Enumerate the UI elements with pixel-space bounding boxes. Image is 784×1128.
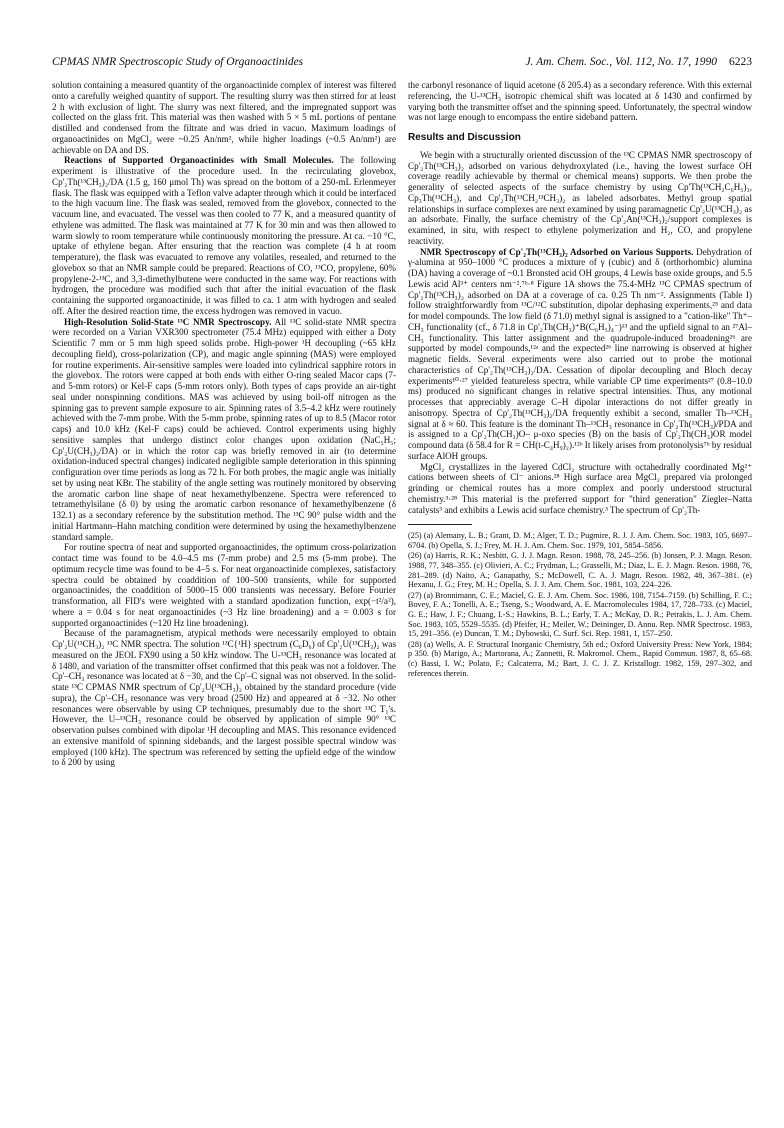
paragraph: solution containing a measured quantity of the organoactinide complex of interest was filtered onto a carefully weighed quantity of support. The resulting slurry was then stirred for at least 2 h with exclusion of light. The slurry was next filtered, and the impregnated support was collected on the glass frit. This material was then washed with 5 × 5 mL portions of pentane distilled and condensed from the filtrate and was dried in vacuo. Maximum loadings of organoactinides on MgCl₂ were ~0.25 An/nm², while higher loadings (~0.5 An/nm²) are achievable on DA and DS.	[52, 80, 396, 155]
paragraph	[52, 155, 396, 316]
paragraph	[408, 247, 752, 462]
run-in-heading: Reactions of Supported Organoactinides with Small Molecules.	[64, 155, 334, 166]
paragraph-body: The following experiment is illustrative of the procedure used. In the recirculating glovebox, Cp'₂Th(¹³CH₃)₂/DA (1.5 g, 160 μmol Th) was spread on the bottom of a 250-mL Erlenmeyer flask. The flask was equipped with a Teflon valve adapter through which it could be interfaced to the high vacuum line. The flask was sealed, removed from the glovebox, connected to the vacuum line, and evacuated. The vessel was then cooled to 77 K, and a measured quantity of ethylene was admitted. The flask was maintained at 77 K for 30 min and was then allowed to warm slowly to room temperature while continuously monitoring the pressure. At ca. −10 °C, uptake of ethylene began. After ensuring that the reaction was complete (4 h at room temperature), the flask was evacuated to remove any volatiles, resealed, and returned to the glovebox so that an NMR sample could be prepared. Reactions of CO, ¹³CO, propylene, 60% propylene-2-¹³C, and 3,3-dimethylbutene were conducted in the same way. For reactions with hydrogen, the procedure was modified such that after the initial evacuation of the flask containing the supported organoactinide, it was filled to ca. 1 atm with hydrogen and sealed off. After the desired reaction time, the excess hydrogen was removed in vacuo.	[52, 155, 396, 316]
paragraph	[52, 317, 396, 543]
page-header	[52, 56, 752, 72]
reference-item: (25) (a) Alemany, L. B.; Grant, D. M.; Alger, T. D.; Pugmire, R. J. J. Am. Chem. Soc. 1983, 105, 6697–6704. (b) Opella, S. J.; Frey, M. H. J. Am. Chem. Soc. 1979, 101, 5854–5856.	[408, 531, 752, 550]
paragraph-body: Dehydration of γ-alumina at 950–1000 °C produces a mixture of γ (cubic) and δ (orthorhombic) alumina (DA) having a coverage of ~0.1 Bronsted acid OH groups, 4 Lewis base oxide groups, and 5.5 Lewis acid Al³⁺ centers nm⁻².⁷ᵇ·⁸ Figure 1A shows the 75.4-MHz ¹³C CPMAS spectrum of Cp'₂Th(¹³CH₃)₂ adsorbed on DA at a coverage of ca. 0.25 Th nm⁻². Assignments (Table I) follow straightforwardly from ¹³C/¹²C substitution, dipolar dephasing experiments,²⁵ and data for model compounds. The low field (δ 71.0) methyl signal is assigned to a "cation-like" Th⁺–CH₃ functionality (cf., δ 71.8 in Cp'₂Th(CH₃)⁺B(C₆H₅)₄⁻)¹³ and the upfield signal to an ²⁷Al–CH₃ functionality. This latter assignment and the quadrupole-induced broadening²⁶ are supported by model compounds,¹²ᵃ and the expected²⁶ line narrowing is observed at higher magnetic fields. Several experiments were also carried out to probe the motional characteristics of Cp'₂Th(¹³CH₃)₂/DA. Cessation of dipolar decoupling and Bloch decay experiments¹⁰·²⁷ yielded featureless spectra, while variable CP time experiments²⁷ (0.8–10.0 ms) produced no significant changes in relative spectral intensities. Thus, any motional processes that appreciably average C–H dipolar interactions do not differ greatly in anisotropy. Spectra of Cp'₂Th(¹³CH₃)₂/DA frequently exhibit a second, smaller Th–¹³CH₃ signal at δ ≈ 60. This feature is the dominant Th–¹³CH₃ resonance in Cp'₂Th(¹³CH₃)/PDA and is assigned to a Cp'₂Th(CH₃)O– μ-oxo species (B) on the basis of Cp'₂Th(CH₃)OR model compound data (δ 58.4 for R = CH(t-C₄H₉)₂).¹²ᵇ It likely arises from protonolysis⁷ᵇ by residual surface AlOH groups.	[408, 246, 752, 461]
paragraph: Because of the paramagnetism, atypical methods were necessarily employed to obtain Cp'₂U(¹³CH₃)₂ ¹³C NMR spectra. The solution ¹³C{¹H} spectrum (C₆D₆) of Cp'₂U(¹³CH₃)₂ was measured on the JEOL FX90 using a 50 kHz window. The U-¹³CH₃ resonance was located at δ 1480, and variation of the transmitter offset confirmed that this peak was not a foldover. The Cp'–CH₃ resonance was located at δ −30, and the Cp'–C signal was not observed. In the solid-state ¹³C CPMAS NMR spectrum of Cp'₂U(¹³CH₃)₂ obtained by the standard procedure (vide supra), the Cp'–CH₃ resonance was very broad (2500 Hz) and appeared at δ −32. No other resonances were observable by using CP techniques, presumably due to the short ¹³C T₁'s. However, the U–¹³CH₃ resonance could be observed by application of simple 90° ¹³C observation pulses combined with dipolar ¹H decoupling and MAS. This resonance evidenced an extensive manifold of spinning sidebands, and the largest possible spectral window was employed (100 kHz). The spectrum was referenced by setting the upfield edge of the window to δ 200 by using	[52, 628, 396, 768]
running-title: CPMAS NMR Spectroscopic Study of Organoactinides	[52, 56, 304, 68]
section-heading: Results and Discussion	[408, 132, 521, 143]
paragraph: We begin with a structurally oriented discussion of the ¹³C CPMAS NMR spectroscopy of Cp'₂Th(¹³CH₃)₂ adsorbed on various dehydroxylated (i.e., having the lowest surface OH coverage readily achievable by thermal or chemical means) supports. We then probe the generality of selected aspects of the surface chemistry by using Cp'Th(¹³CH₂C₆H₅)₃, Cp₃Th(¹³CH₃), and Cp'₂Th(¹³CH₂¹³CH₃)₂ as labeled adsorbates. Methyl group spatial relationships in surface complexes are next examined by using paramagnetic Cp'₂U(¹³CH₃)₂ as an adsorbate. Finally, the surface chemistry of the Cp'₂An(¹³CH₃)₂/support complexes is examined, in situ, with respect to ethylene polymerization and H₂, CO, and propylene reactivity.	[408, 149, 752, 246]
run-in-heading: High-Resolution Solid-State ¹³C NMR Spectroscopy.	[64, 316, 272, 327]
paragraph: MgCl₂ crystallizes in the layered CdCl₂ structure with octahedrally coordinated Mg²⁺ cations between sheets of Cl⁻ anions.²⁸ High surface area MgCl₂ prepared via prolonged grinding or chemical routes has a more complex and poorly understood structural chemistry.³·²⁸ This material is the preferred support for "third generation" Ziegler–Natta catalysts³ and exhibits a Lewis acid surface chemistry.³ The spectrum of Cp'₂Th-	[408, 461, 752, 515]
reference-item: (27) (a) Bronnimann, C. E.; Maciel, G. E. J. Am. Chem. Soc. 1986, 108, 7154–7159. (b) Schilling, F. C.; Bovey, F. A.; Tonelli, A. E.; Tseng, S.; Woodward, A. E. Macromolecules 1984, 17, 728–733. (c) Maciel, G. E.; Haw, J. F.; Chuang, I.-S.; Hawkins, B. L.; Early, T. A.; McKay, D. R.; Petrakis, L. J. Am. Chem. Soc. 1983, 105, 5529–5535. (d) Pfeifer, H.; Meiler, W.; Deininger, D. Annu. Rep. NMR Spectrosc. 1983, 15, 291–356. (e) Duncan, T. M.; Dybowski, C. Surf. Sci. Rep. 1981, 1, 157–250.	[408, 590, 752, 639]
footnote-divider	[408, 524, 472, 525]
run-in-heading: NMR Spectroscopy of Cp'₂Th(¹³CH₃)₂ Adsorbed on Various Supports.	[420, 246, 694, 257]
reference-item: (28) (a) Wells, A. F. Structural Inorganic Chemistry, 5th ed.; Oxford University Press: New York, 1984; p 350. (b) Marigo, A.; Martorana, A.; Zannetti, R. Makromol. Chem., Rapid Commun. 1987, 8, 65–68. (c) Bassi, I. W.; Polato, F.; Calcaterra, M.; Bart, J. C. J. Z. Kristallogr. 1982, 159, 297–302, and references therein.	[408, 639, 752, 678]
paragraph-body: All ¹³C solid-state NMR spectra were recorded on a Varian VXR300 spectrometer (75.4 MHz) equipped with either a Doty Scientific 7 mm or 5 mm high speed solids probe. High-power ¹H decoupling (~65 kHz decoupling field), cross-polarization (CP), and magic angle spinning (MAS) were employed for routine experiments. Air-sensitive samples were loaded into cylindrical sapphire rotors in the glovebox. The rotors were capped at both ends with either O-ring sealed Macor caps (7- and 5-mm rotors) or Kel-F caps (5-mm rotors only). Both types of caps provide an air-tight seal under nonspinning conditions. MAS was achieved by using boil-off nitrogen as the spinning gas to prevent sample exposure to air. Spinning rates of 3.5–4.2 kHz were routinely achieved with the 7-mm probe. With the 5-mm probe, spinning rates of up to 8.5 (Macor rotor caps) and 10.0 kHz (Kel-F caps) could be achieved. Control experiments using highly sensitive samples that undergo distinct color changes upon oxidation (NaC₅H₅; Cp'₂U(CH₃)₂/DA) or in which the rotor cap was briefly removed in air (to determine oxidation-induced spectral changes) indicated negligible sample deterioration in this spinning configuration over time periods as long as 72 h. For both probes, the magic angle was initially set by using neat KBr. The stability of the angle setting was routinely monitored by observing the aromatic carbon line shape of neat hexamethylbenzene. Spectra were referenced to tetramethylsilane (δ 0) by using the aromatic carbon resonance of hexamethylbenzene (δ 132.1) as a secondary reference by the substitution method. The ¹³C 90° pulse width and the initial Hartmann–Hahn matching condition were determined by using the hexamethylbenzene standard sample.	[52, 316, 396, 542]
reference-list	[408, 531, 752, 678]
journal-citation	[525, 56, 752, 68]
journal-name: J. Am. Chem. Soc., Vol. 112, No. 17, 1990	[525, 56, 717, 68]
left-column	[52, 80, 396, 768]
reference-item: (26) (a) Harris, R. K.; Nesbitt, G. J. J. Magn. Reson. 1988, 78, 245–256. (b) Jonsen, P. J. Magn. Reson. 1988, 77, 348–355. (c) Olivieri, A. C.; Frydman, L.; Grasselli, M.; Diaz, L. E. J. Magn. Reson. 1988, 76, 281–289. (d) Naito, A.; Ganapathy, S.; McDowell, C. A. J. Magn. Reson. 1982, 48, 367–381. (e) Hexanu, J. G.; Frey, M. H.; Opella, S. J. J. Am. Chem. Soc. 1981, 103, 224–226.	[408, 551, 752, 590]
right-column	[408, 80, 752, 679]
paragraph: For routine spectra of neat and supported organoactinides, the optimum cross-polarization contact time was found to be 4.0–4.5 ms (7-mm probe) and 2.5 ms (5-mm probe). The optimum recycle time was found to be 4–5 s. For neat organoactinide complexes, satisfactory spectra could be obtained by coaddition of 100–500 transients, while for supported organoactinides, the coaddition of 5000–15 000 transients was necessary. Before Fourier transformation, all FID's were weighted with a standard apodization function, exp(−t²/a²), where a = 0.04 s for neat organoactinides (~3 Hz line broadening) and a = 0.003 s for supported organoactinides (~120 Hz line broadening).	[52, 542, 396, 628]
page-number: 6223	[729, 56, 752, 68]
paragraph: the carbonyl resonance of liquid acetone (δ 205.4) as a secondary reference. With this external referencing, the U-¹³CH₃ isotropic chemical shift was located at δ 1430 and confirmed by varying both the transmitter offset and the spinning speed. Unfortunately, the spectral window was not large enough to encompass the entire sideband pattern.	[408, 80, 752, 123]
